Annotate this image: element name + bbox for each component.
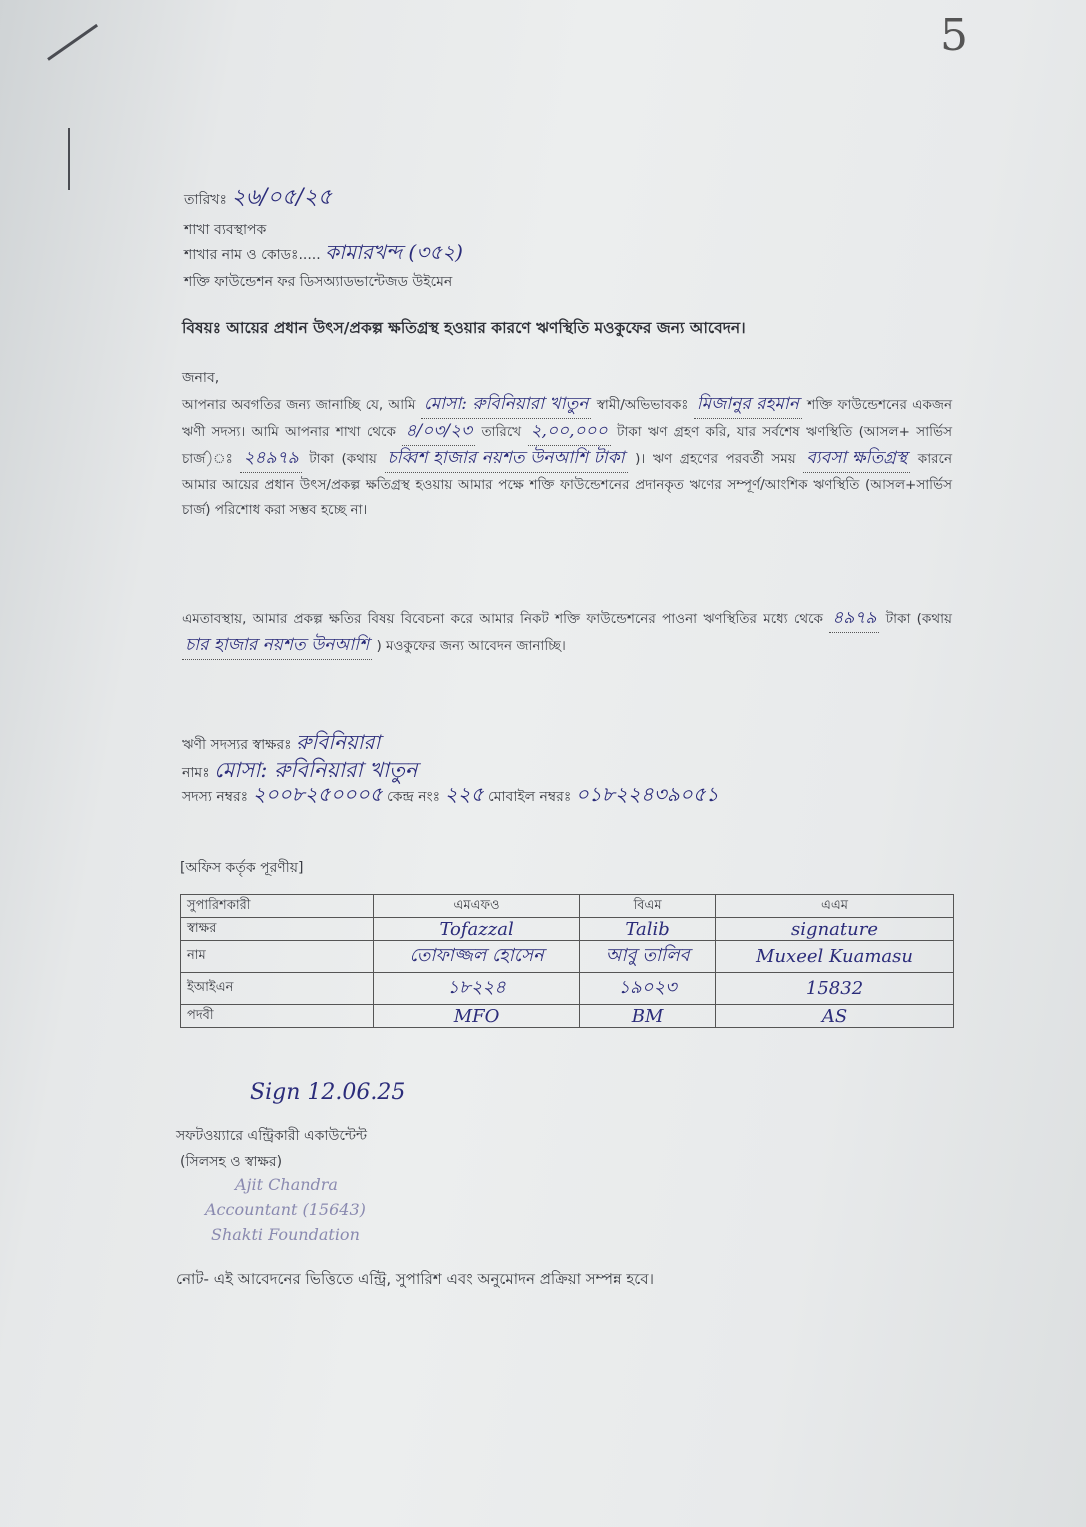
office-use-label: [অফিস কর্তৃক পূরণীয়] [180,860,304,876]
cell-handwritten: AS [821,1005,848,1027]
table-row [181,1005,954,1028]
row-label: ইআইএন [181,973,374,1005]
accountant-note: (সিলসহ ও স্বাক্ষর) [180,1154,283,1170]
table-cell [716,1005,954,1028]
center-number-label: কেন্দ্র নংঃ [387,789,441,805]
para1-text-3: শক্তি ফাউন্ডেশনের একজন ঋণী সদস্য। আমি আপনার শাখা থেকে [182,397,953,440]
table-cell [580,973,716,1005]
member-name-blank [421,392,592,419]
cell-handwritten: তোফাজ্জল হোসেন [409,945,544,966]
member-name-value: মোসা: রুবিনিয়ারা খাতুন [214,758,418,782]
para2-text-1: এমতাবস্থায়, আমার প্রকল্প ক্ষতির বিষয় বিবেচনা করে আমার নিকট শক্তি ফাউন্ডেশনের পাওনা ঋণস্থিতির মধ্যে থেকে [182,611,823,627]
table-cell [374,941,580,973]
row-label: নাম [181,941,374,973]
waive-amount-blank [829,606,879,633]
member-name-label: নামঃ [182,765,210,781]
branch-label: শাখার নাম ও কোডঃ..... [184,247,321,263]
header-line-3: শক্তি ফাউন্ডেশন ফর ডিসঅ্যাডভান্টেজড উইমেন [184,274,453,290]
waive-amount-handwritten: ৪৯৭৯ [832,608,877,628]
loan-amount-handwritten: ২,০০,০০০ [530,421,608,441]
table-cell [580,941,716,973]
table-row [181,918,954,941]
table-cell [374,1005,580,1028]
date-value: ২৬/০৫/২৫ [231,185,332,210]
body-paragraph-2 [182,606,952,660]
mobile-label: মোবাইল নম্বরঃ [488,789,572,805]
cell-handwritten: Muxeel Kuamasu [756,946,913,967]
para1-text-5: টাকা ঋণ গ্রহণ করি, যার সর্বশেষ ঋণস্থিতি (আসল+ সার্ভিস চার্জ)ঃ [182,424,952,467]
table-header-cell: সুপারিশকারী [181,895,374,918]
page-number-mark: 5 [940,10,968,61]
cell-handwritten: MFO [453,1005,500,1027]
member-signature: রুবিনিয়ারা [296,730,381,754]
cell-handwritten: Talib [625,918,670,940]
cell-handwritten: আবু তালিব [605,945,690,966]
para2-text-2: টাকা (কথায় [885,611,952,627]
table-cell [716,941,954,973]
table-row [181,973,954,1005]
header-line-1: শাখা ব্যবস্থাপক [184,222,267,238]
loan-amount-blank [528,419,611,446]
table-header-row [181,895,954,918]
accountant-signature: Sign 12.06.25 [250,1080,406,1105]
guardian-blank [694,392,802,419]
para1-text-1: আপনার অবগতির জন্য জানাচ্ছি যে, আমি [182,397,416,413]
accountant-stamp [205,1172,366,1247]
balance-handwritten: ২৪৯৭৯ [243,448,299,468]
table-header-cell: বিএম [580,895,716,918]
para1-text-7: )। ঋণ গ্রহণের পরবর্তী সময় [635,451,796,467]
table-cell [716,973,954,1005]
stamp-org: Shakti Foundation [211,1225,360,1244]
balance-blank [240,446,301,473]
member-name-handwritten: মোসা: রুবিনিয়ারা খাতুন [423,394,589,414]
cell-handwritten: Tofazzal [439,918,514,940]
table-cell [716,918,954,941]
table-cell [580,1005,716,1028]
reason-handwritten: ব্যবসা ক্ষতিগ্রস্থ [806,448,908,468]
para1-text-4: তারিখে [481,424,522,440]
table-cell [580,918,716,941]
stamp-title: Accountant (15643) [205,1200,366,1219]
cell-handwritten: BM [631,1005,664,1027]
table-row [181,941,954,973]
pen-stroke-mark [47,24,98,61]
cell-handwritten: signature [791,918,878,940]
row-label: স্বাক্ষর [181,918,374,941]
cell-handwritten: 15832 [805,978,864,999]
cell-handwritten: ১৯০২৩ [618,977,677,998]
recommendation-table [180,894,954,1028]
reason-blank [803,446,910,473]
waive-words-blank [182,633,372,660]
body-paragraph-1 [182,392,952,523]
member-signature-label: ঋণী সদস্যর স্বাক্ষরঃ [182,737,292,753]
table-header-cell: এমএফও [374,895,580,918]
member-number-line [182,780,719,813]
waive-words-handwritten: চার হাজার নয়শত উনআশি [185,635,370,655]
date-label: তারিখঃ [184,192,227,208]
para1-text-8: কারনে আমার আয়ের প্রধান উৎস/প্রকল্প ক্ষতিগ্রস্থ হওয়ায় আমার পক্ষে শক্তি ফাউন্ডেশনের প্রদানকৃত ঋণের সম্পূর্ণ/আংশিক ঋণস্থিতি (আসল+সার্ভিস চার্জ) পরিশোধ করা সম্ভব হচ্ছে না। [182,451,953,518]
row-label: পদবী [181,1005,374,1028]
mobile-value: ০১৮২২৪৩৯০৫১ [575,782,719,806]
member-number-label: সদস্য নম্বরঃ [182,789,249,805]
loan-date-handwritten: ৪/০৩/২৩ [405,421,473,441]
subject-line: বিষয়ঃ আয়ের প্রধান উৎস/প্রকল্প ক্ষতিগ্রস্থ হওয়ার কারণে ঋণস্থিতি মওকুফের জন্য আবেদন। [182,319,746,337]
branch-line [184,238,463,271]
punch-line-mark [68,128,70,190]
table-cell [374,973,580,1005]
para2-text-3: ) মওকুফের জন্য আবেদন জানাচ্ছি। [376,638,566,654]
para1-text-6: টাকা (কথায় [309,451,377,467]
balance-words-handwritten: চব্বিশ হাজার নয়শত উনআশি টাকা [387,448,625,468]
table-header-cell: এএম [716,895,954,918]
table-cell [374,918,580,941]
salutation: জনাব, [182,370,220,386]
balance-words-blank [385,446,628,473]
stamp-name: Ajit Chandra [235,1175,338,1194]
date-line [184,180,332,217]
member-number-value: ২০০৮২৫০০০৫ [252,782,383,806]
accountant-title: সফটওয়্যারে এন্ট্রিকারী একাউন্টেন্ট [176,1128,368,1144]
guardian-handwritten: মিজানুর রহমান [696,394,799,414]
center-number-value: ২২৫ [444,782,484,806]
branch-value: কামারখন্দ (৩৫২) [325,240,463,264]
cell-handwritten: ১৮২২৪ [447,977,506,998]
para1-text-2: স্বামী/অভিভাবকঃ [596,397,689,413]
footnote: নোট- এই আবেদনের ভিত্তিতে এন্ট্রি, সুপারিশ এবং অনুমোদন প্রক্রিয়া সম্পন্ন হবে। [176,1270,654,1288]
loan-date-blank [402,419,475,446]
